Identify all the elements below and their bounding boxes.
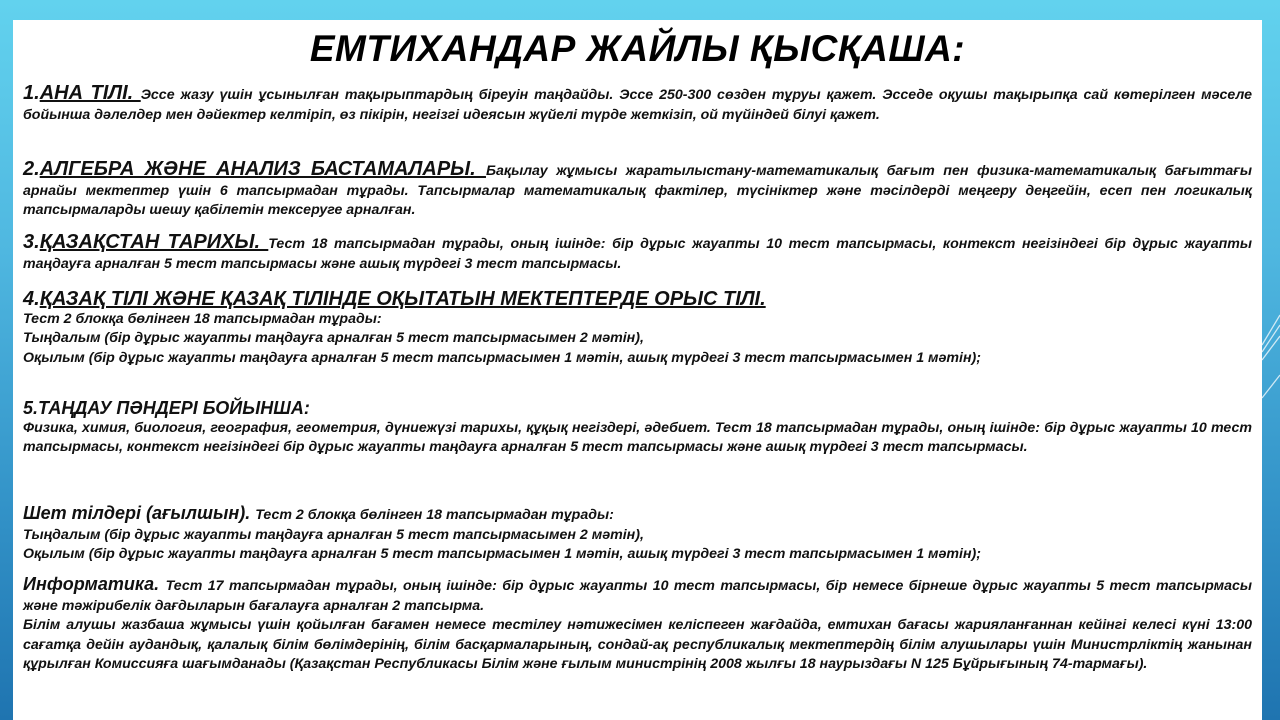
section-number: 4. <box>23 288 40 310</box>
section-native-language <box>23 84 1252 125</box>
section-line: Тест 2 блокқа бөлінген 18 тапсырмадан тұрады: <box>255 507 614 523</box>
section-line: Тыңдалым (бір дұрыс жауапты таңдауға арналған 5 тест тапсырмасымен 2 мәтін), <box>23 330 644 346</box>
section-number: 5. <box>23 398 39 418</box>
section-number: 1. <box>23 82 40 104</box>
section-heading: АЛГЕБРА ЖӘНЕ АНАЛИЗ БАСТАМАЛАРЫ. <box>39 158 486 180</box>
section-text: Бақылау жұмысы жаратылыстану-математикалық бағыт пен физика-математикалық бағыттағы арнайы мектептер үшін 6 тапсырмадан тұрады. Тапсырмалар математикалық фактілер, түсініктер және тәсілдерді меңгеру деңгейін, есеп пен логикалық тапсырмаларды шешу қабілетін тексеруге арналған. <box>23 163 1252 218</box>
section-informatics <box>23 575 1252 675</box>
slide-panel <box>13 20 1262 720</box>
section-heading: ҚАЗАҚ ТІЛІ ЖӘНЕ ҚАЗАҚ ТІЛІНДЕ ОҚЫТАТЫН МЕКТЕПТЕРДЕ ОРЫС ТІЛІ. <box>39 288 766 310</box>
section-heading: Шет тілдері (ағылшын). <box>23 503 256 523</box>
section-elective-subjects <box>23 399 1252 458</box>
section-heading: ҚАЗАҚСТАН ТАРИХЫ. <box>39 231 269 253</box>
section-algebra <box>23 160 1252 221</box>
section-foreign-languages <box>23 504 1252 565</box>
section-line: Тыңдалым (бір дұрыс жауапты таңдауға арналған 5 тест тапсырмасымен 2 мәтін), <box>23 526 644 543</box>
section-line: Оқылым (бір дұрыс жауапты таңдауға арналған 5 тест тапсырмасымен 1 мәтін, ашық түрдегі 3 тест тапсырмасымен 1 мәтін); <box>23 349 981 366</box>
section-number: 2. <box>23 158 40 180</box>
section-kazakhstan-history <box>23 233 1252 274</box>
section-text: Физика, химия, биология, география, геометрия, дүниежүзі тарихы, құқық негіздері, әдебиет. Тест 18 тапсырмадан тұрады, оның ішінде: бір дұрыс жауапты 10 тест тапсырмасы, контекст негізіндегі бір дұрыс жауапты таңдауға арналған 5 тест тапсырмасы және ашық түрдегі 3 тест тапсырмасы. <box>23 419 1252 455</box>
section-kazakh-russian-language <box>23 290 1252 368</box>
slide-title: ЕМТИХАНДАР ЖАЙЛЫ ҚЫСҚАША: <box>309 28 966 69</box>
section-heading: Информатика. <box>23 574 166 594</box>
section-text: Эссе жазу үшін ұсынылған тақырыптардың біреуін таңдайды. Эссе 250-300 сөзден тұруы қажет. Эсседе оқушы тақырыпқа сай көтерілген мәселе бойынша дәлелдер мен дәйектер келтіріп, өз пікірін, негізгі идеясын жүйелі түрде жеткізіп, ой түйіндей білуі қажет. <box>23 87 1252 123</box>
section-line: Тест 2 блокқа бөлінген 18 тапсырмадан тұрады: <box>23 310 382 327</box>
section-heading: ТАҢДАУ ПӘНДЕРІ БОЙЫНША: <box>38 398 310 418</box>
appeal-text: Білім алушы жазбаша жұмысы үшін қойылған бағамен немесе тестілеу нәтижесімен келіспеген жағдайда, емтихан бағасы жарияланғаннан кейінгі келесі күні 13:00 сағатқа дейін аудандық, қалалық білім бөлімдерінің, білім басқармаларының, сондай-ақ республикалық мектептердің білім алушылары үшін Министрліктің жанынан құрылған Комиссияға шағымданады (Қазақстан Республикасы Білім және ғылым министрінің 2008 жылғы 18 наурыздағы N 125 Бұйрығының 74-тармағы). <box>23 617 1252 672</box>
section-text: Тест 17 тапсырмадан тұрады, оның ішінде: бір дұрыс жауапты 10 тест тапсырмасы, бір немесе бірнеше дұрыс жауапты 5 тест тапсырмасы және тәжірибелік дағдыларын бағалауға арналған 2 тапсырма. <box>23 578 1252 614</box>
section-number: 3. <box>23 231 40 253</box>
section-line: Оқылым (бір дұрыс жауапты таңдауға арналған 5 тест тапсырмасымен 1 мәтін, ашық түрдегі 3 тест тапсырмасымен 1 мәтін); <box>23 546 981 562</box>
section-text: Тест 18 тапсырмадан тұрады, оның ішінде: бір дұрыс жауапты 10 тест тапсырмасы, контекст негізіндегі бір дұрыс жауапты таңдауға арналған 5 тест тапсырмасы және ашық түрдегі 3 тест тапсырмасы. <box>23 236 1252 272</box>
section-heading: АНА ТІЛІ. <box>39 82 141 104</box>
